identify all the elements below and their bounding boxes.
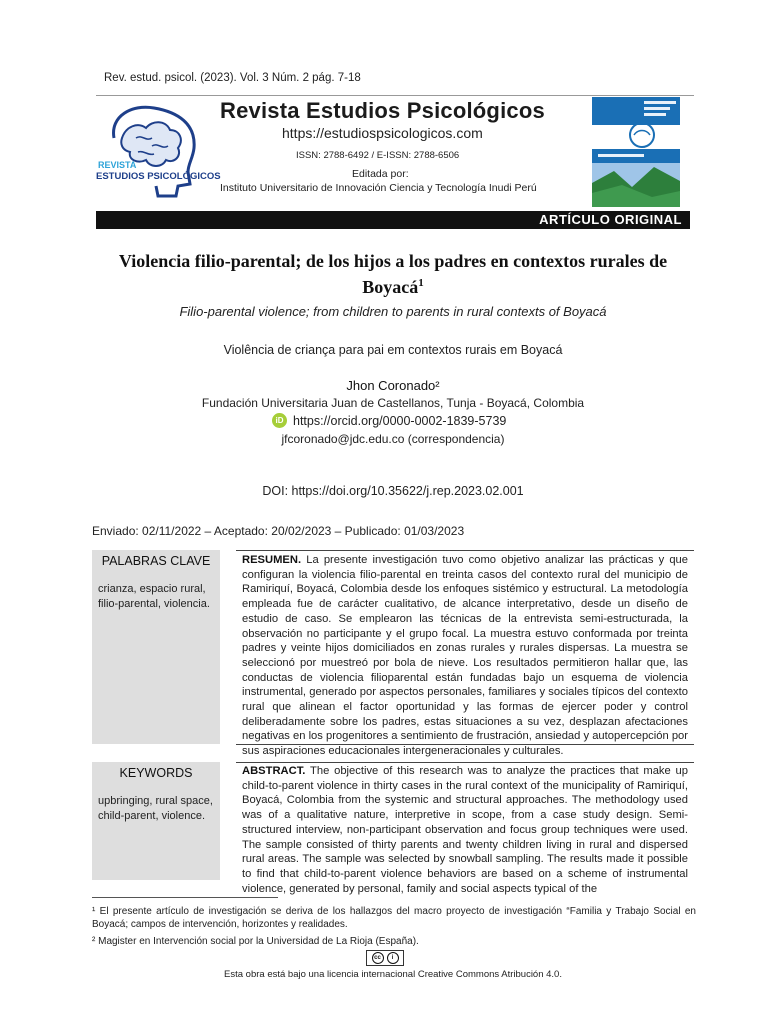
published-label: – Publicado:	[331, 524, 405, 538]
author-email[interactable]: jfcoronado@jdc.edu.co (correspondencia)	[281, 432, 505, 446]
abstract-en-text: The objective of this research was to analyze the practices that make up child-to-parent violence in thirty cases in the rural context of the municipality of Ramiriquí, Boyacá, Colombia from the systemic and structural approaches. The methodology used was of a qualitative nature, interpretive in scope, from a case study design. Semi-structured interview, non-participant observation and focus group techniques were used. The sample consisted of thirty parents and twenty children living in rural and dispersed rural areas. The sample was selected by snowball sampling. The results made it possible to find that child-to-parent violence behaviors are based on a scheme of instrumental violence, generated by personal, family and social aspects typical of the	[242, 765, 688, 895]
journal-logo	[92, 98, 221, 204]
abstract-en-top-rule	[236, 762, 694, 763]
logo-text-name: ESTUDIOS PSICOLÓGICOS	[96, 171, 221, 182]
abstract-en-label: ABSTRACT.	[242, 765, 306, 777]
author-affiliation: Fundación Universitaria Juan de Castellanos, Tunja - Boyacá, Colombia	[201, 396, 585, 410]
attribution-icon: i	[387, 952, 399, 964]
footnote-divider	[92, 897, 278, 898]
accepted-label: – Aceptado:	[201, 524, 272, 538]
logo-text-revista: REVISTA	[98, 160, 137, 170]
creative-commons-badge[interactable]	[366, 950, 404, 966]
abstract-en	[242, 764, 688, 895]
keywords-es-heading: PALABRAS CLAVE	[101, 554, 211, 568]
accepted-date: 20/02/2023	[271, 524, 332, 538]
abstract-es	[242, 553, 688, 759]
title-footnote-mark[interactable]: 1	[418, 277, 424, 289]
keywords-en-box	[92, 762, 220, 880]
article-title-english: Filio-parental violence; from children to parents in rural contexts of Boyacá	[179, 304, 607, 319]
section-label: ARTÍCULO ORIGINAL	[539, 212, 682, 227]
article-title	[96, 250, 690, 298]
cc-icon: cc	[372, 952, 384, 964]
abstract-es-bottom-rule	[236, 744, 694, 745]
keywords-es-list: crianza, espacio rural, filio-parental, violencia.	[98, 583, 210, 610]
received-date: 02/11/2022	[142, 524, 202, 538]
abstract-es-label: RESUMEN.	[242, 554, 302, 566]
published-date: 01/03/2023	[404, 524, 465, 538]
keywords-en-heading: KEYWORDS	[119, 766, 193, 780]
publication-dates	[92, 524, 464, 538]
author-name: Jhon Coronado²	[346, 378, 440, 393]
journal-url-link[interactable]: https://estudiospsicologicos.com	[282, 125, 483, 141]
keywords-en-list: upbringing, rural space, child-parent, violence.	[98, 795, 213, 822]
footnote-1: ¹ El presente artículo de investigación se deriva de los hallazgos del macro proyecto de investigación “Familia y Trabajo Social en Boyacá; campos de intervención, horizontes y realidades.	[92, 906, 696, 930]
keywords-es-box	[92, 550, 220, 744]
edited-by-label: Editada por:	[352, 168, 409, 180]
article-title-portuguese: Violência de criança para pai em contextos rurais em Boyacá	[223, 343, 563, 357]
journal-title: Revista Estudios Psicológicos	[220, 98, 545, 123]
section-bar	[96, 211, 690, 229]
journal-citation: Rev. estud. psicol. (2023). Vol. 3 Núm. 2 pág. 7-18	[104, 72, 361, 84]
publisher-institute: Instituto Universitario de Innovación Ciencia y Tecnología Inudi Perú	[220, 182, 537, 194]
abstract-es-top-rule	[236, 550, 694, 551]
license-notice: Esta obra está bajo una licencia internacional Creative Commons Atribución 4.0.	[224, 969, 562, 980]
footnote-2: ² Magister en Intervención social por la Universidad de La Rioja (España).	[92, 936, 419, 947]
header-divider	[96, 95, 694, 96]
article-title-text: Violencia filio-parental; de los hijos a los padres en contextos rurales de Boyacá	[118, 251, 668, 297]
orcid-icon: iD	[272, 413, 287, 428]
received-label: Enviado:	[92, 524, 143, 538]
doi-link[interactable]: DOI: https://doi.org/10.35622/j.rep.2023.02.001	[262, 484, 524, 498]
journal-cover-image	[592, 97, 680, 207]
abstract-es-text: La presente investigación tuvo como objetivo analizar las prácticas y que configuran la violencia filio-parental en treinta casos del contexto rural del municipio de Ramiriquí, Boyacá, Colombia desde los enfoques sistémico y estructural. La metodología empleada fue de carácter cualitativo, de alcance interpretativo, desde un diseño de estudio de caso. Se emplearon las técnicas de la entrevista semi-estructurada, la observación no participante y el grupo focal. La muestra estuvo conformada por treinta padres y veinte hijos domiciliados en zonas rurales y rurales dispersas. La muestra se seleccionó por muestreó por bola de nieve. Los resultados permitieron hallar que, las conductas de violencia filioparental están fundadas bajo un esquema de violencia instrumental, generado por aspectos personales, familiares y sociales típicos del contexto rural que alinean el factor oportunidad y las formas de ejercer poder y control deliberadamente sobre los padres, estas situaciones a su vez, desplazan afectaciones negativas en los progenitores a sentimiento de frustración, ansiedad y autopercepción por sus aspiraciones educacionales intergeneracionales y culturales.	[242, 554, 688, 758]
orcid-row[interactable]	[272, 413, 506, 428]
orcid-link[interactable]: https://orcid.org/0000-0002-1839-5739	[293, 413, 507, 428]
issn-line: ISSN: 2788-6492 / E-ISSN: 2788-6506	[296, 150, 460, 161]
